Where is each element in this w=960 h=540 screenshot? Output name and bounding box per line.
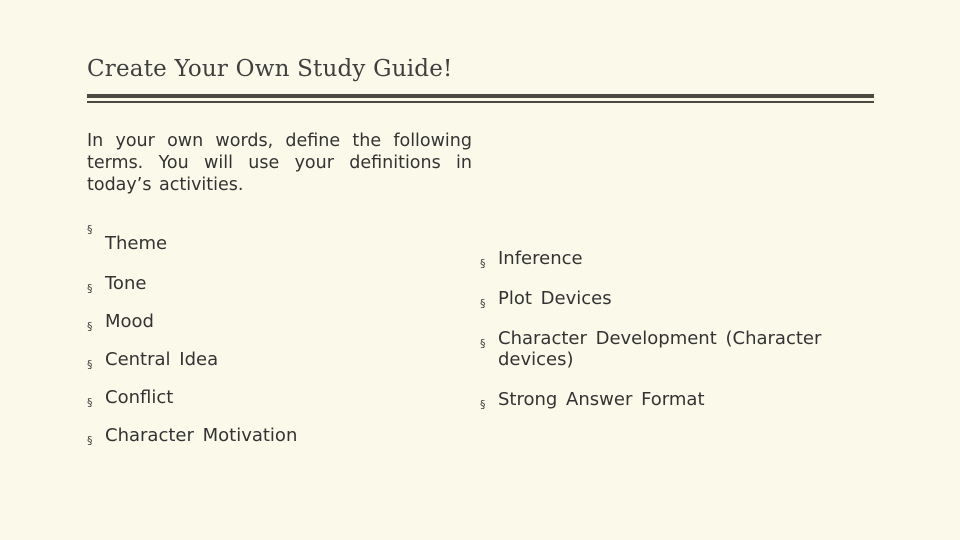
list-item-label: Tone [105,273,147,294]
list-item-theme [87,233,447,254]
bullet-icon: § [480,257,486,270]
list-item-label: Mood [105,311,154,332]
bullet-icon: § [87,358,93,371]
title-divider-thick [87,94,874,98]
list-item-character-development [480,328,848,370]
list-item-label: Central Idea [105,349,219,370]
slide-title: Create Your Own Study Guide! [87,56,453,82]
bullet-icon: § [480,337,486,350]
list-item-tone [87,273,447,294]
bullet-icon: § [87,223,93,236]
list-item-character-motivation [87,425,447,446]
list-item-inference [480,248,860,269]
list-item-plot-devices [480,288,860,309]
right-term-list [480,248,860,429]
left-term-list [87,214,447,463]
bullet-icon: § [480,398,486,411]
list-item-mood [87,311,447,332]
list-item-label: Strong Answer Format [498,389,705,410]
list-item-conflict [87,387,447,408]
title-divider-thin [87,101,874,103]
bullet-icon: § [87,320,93,333]
list-item-label: Plot Devices [498,288,612,309]
bullet-icon: § [87,282,93,295]
bullet-icon: § [87,396,93,409]
list-item-label: Inference [498,248,583,269]
intro-text: In your own words, define the following terms. You will use your definitions in today’s activities. [87,131,472,195]
bullet-icon: § [480,297,486,310]
bullet-icon: § [87,434,93,447]
list-item-label: Conflict [105,387,174,408]
list-item-label: Character Development (Character devices) [498,328,822,370]
list-item-label: Theme [105,233,168,254]
list-item-label: Character Motivation [105,425,298,446]
list-item-central-idea [87,349,447,370]
list-item-strong-answer-format [480,389,860,410]
list-item-empty [87,214,447,236]
